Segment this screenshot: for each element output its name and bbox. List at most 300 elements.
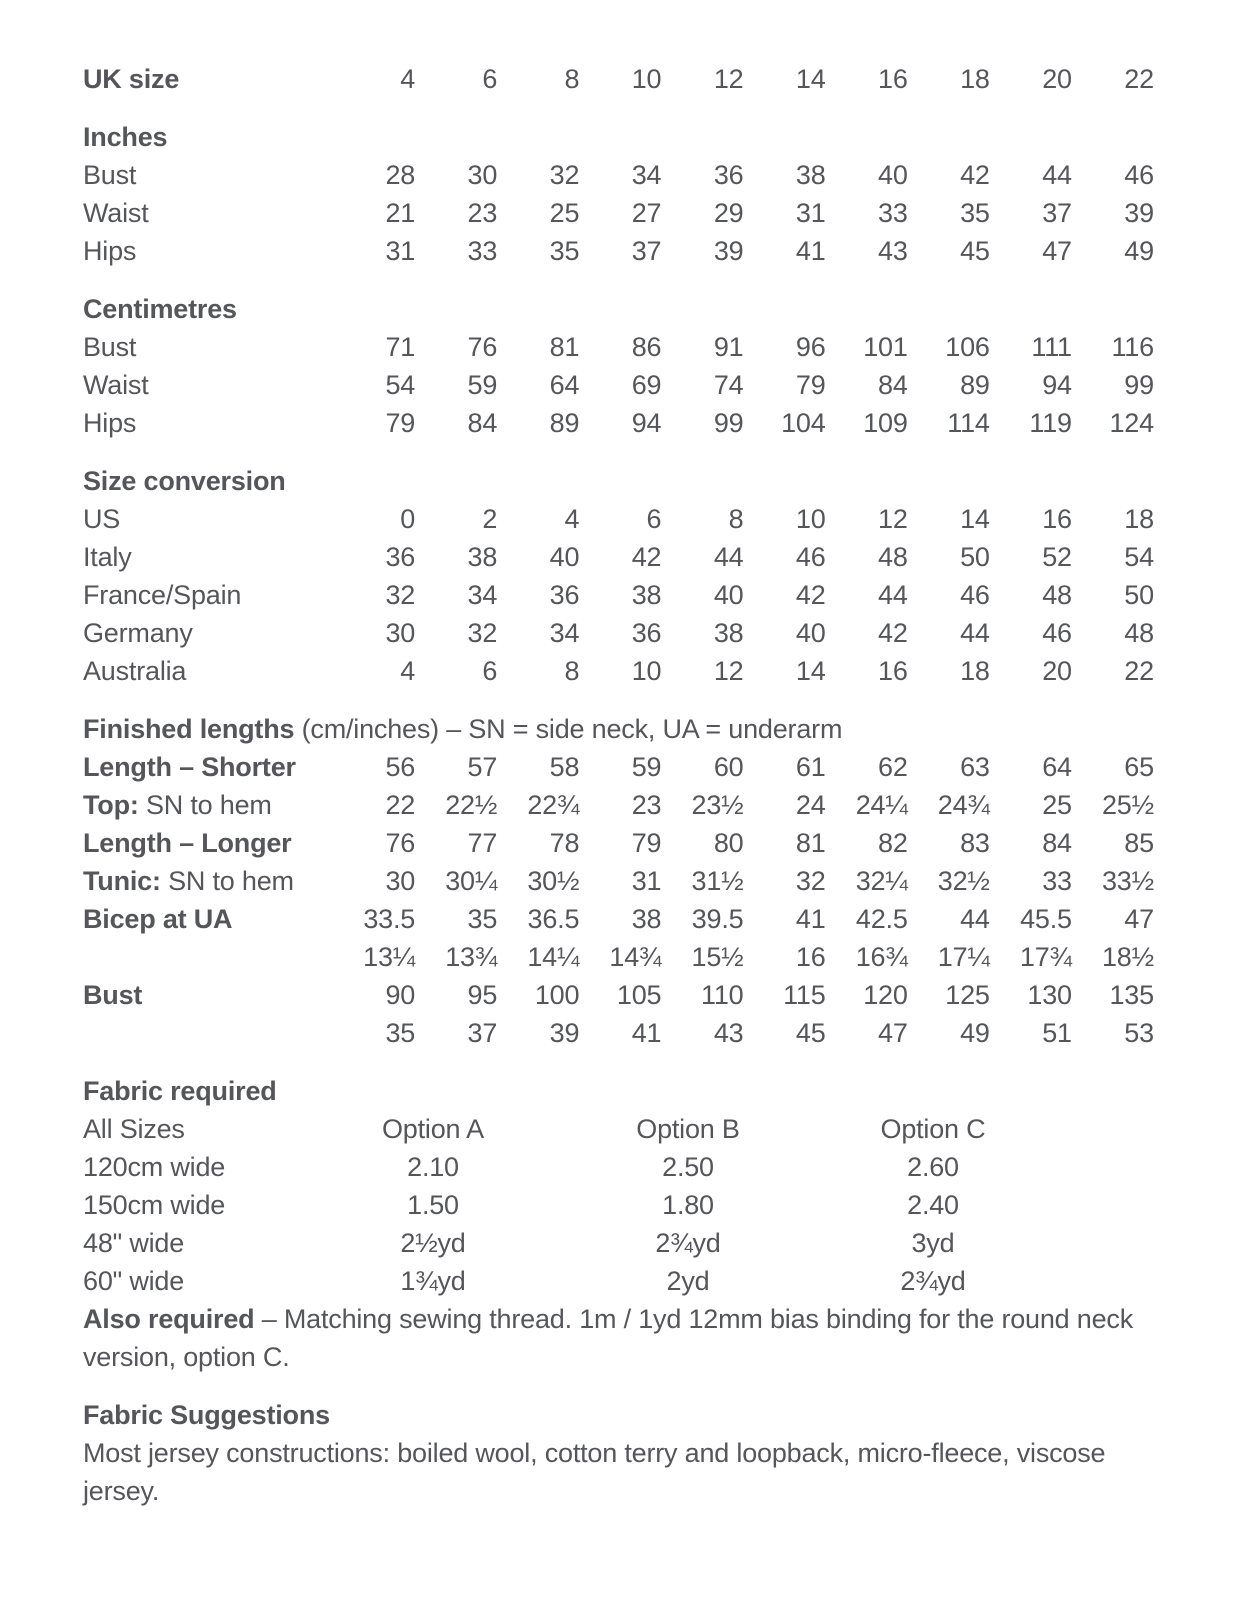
finished-lengths-title: Finished lengths [83, 714, 295, 744]
row-label: Top: [83, 790, 139, 820]
fabric-row [83, 1186, 1154, 1224]
row-values [333, 576, 1154, 614]
row-label: Bust [83, 332, 137, 362]
size-value: 64 [549, 370, 580, 400]
size-value: 30¼ [445, 866, 498, 896]
section-inches [83, 118, 1154, 270]
size-value: 14¾ [609, 942, 662, 972]
row-values [333, 156, 1154, 194]
size-value: 32 [795, 866, 826, 896]
size-value: 42 [878, 618, 908, 648]
size-value: 38 [713, 618, 744, 648]
row-values [333, 1014, 1154, 1052]
row-label: Italy [83, 542, 132, 572]
section-title-finished-lengths [83, 710, 1154, 748]
size-value: 64 [1042, 752, 1072, 782]
size-value: 106 [945, 332, 990, 362]
row-values [333, 652, 1154, 690]
size-value: 81 [795, 828, 826, 858]
size-value: 52 [1042, 542, 1072, 572]
fabric-value: 2.50 [662, 1152, 714, 1182]
size-value: 12 [878, 504, 908, 534]
size-value: 91 [713, 332, 744, 362]
size-value: 4 [400, 656, 416, 686]
fabric-value: 1¾yd [400, 1266, 466, 1296]
row-values [333, 938, 1154, 976]
row-label: Bust [83, 980, 143, 1010]
size-value: 22½ [445, 790, 498, 820]
fabric-row [83, 1224, 1154, 1262]
size-value: 74 [713, 370, 744, 400]
row-label: Tunic: [83, 866, 161, 896]
uk-size-values [333, 60, 1154, 98]
table-row [83, 1014, 1154, 1052]
size-value: 38 [631, 580, 662, 610]
also-required-label: Also required [83, 1304, 255, 1334]
fabric-value: 2¾yd [655, 1228, 721, 1258]
size-value: 37 [467, 1018, 498, 1048]
section-fabric-suggestions [83, 1396, 1154, 1510]
size-value: 23½ [691, 790, 744, 820]
size-value: 104 [781, 408, 826, 438]
size-value: 8 [728, 504, 744, 534]
size-value: 44 [1042, 160, 1072, 190]
row-label: US [83, 504, 121, 534]
size-value: 33 [467, 236, 498, 266]
size-value: 44 [713, 542, 744, 572]
size-value: 76 [467, 332, 498, 362]
size-value: 18½ [1101, 942, 1154, 972]
size-value: 42 [631, 542, 662, 572]
size-value: 42 [795, 580, 826, 610]
size-value: 36 [713, 160, 744, 190]
size-value: 22 [1124, 656, 1154, 686]
size-value: 30 [467, 160, 498, 190]
size-value: 20 [1042, 64, 1072, 94]
row-values [333, 786, 1154, 824]
size-value: 41 [631, 1018, 662, 1048]
size-value: 101 [863, 332, 908, 362]
fabric-header-label: All Sizes [83, 1114, 185, 1144]
size-value: 114 [947, 408, 990, 438]
size-value: 45.5 [1020, 904, 1072, 934]
table-row [83, 652, 1154, 690]
size-value: 6 [646, 504, 662, 534]
size-value: 8 [564, 656, 580, 686]
row-label: Hips [83, 236, 137, 266]
size-value: 17¾ [1019, 942, 1072, 972]
size-value: 47 [1124, 904, 1154, 934]
table-row [83, 824, 1154, 862]
size-value: 79 [631, 828, 662, 858]
size-value: 39 [1124, 198, 1154, 228]
fabric-row [83, 1148, 1154, 1186]
size-value: 23 [467, 198, 498, 228]
size-value: 14¼ [527, 942, 580, 972]
size-value: 41 [795, 904, 826, 934]
size-value: 35 [467, 904, 498, 934]
section-title-centimetres: Centimetres [83, 294, 237, 324]
table-row [83, 900, 1154, 938]
size-value: 85 [1124, 828, 1154, 858]
size-value: 56 [385, 752, 416, 782]
size-value: 6 [482, 656, 498, 686]
size-value: 81 [549, 332, 580, 362]
size-value: 16 [795, 942, 826, 972]
size-value: 54 [1124, 542, 1154, 572]
size-value: 130 [1027, 980, 1072, 1010]
size-value: 12 [713, 656, 744, 686]
size-value: 14 [795, 656, 826, 686]
size-value: 125 [945, 980, 990, 1010]
row-values [333, 328, 1154, 366]
row-values [333, 862, 1154, 900]
size-value: 45 [960, 236, 990, 266]
size-value: 14 [795, 64, 826, 94]
row-label: Germany [83, 618, 193, 648]
row-label: Length – Longer [83, 828, 292, 858]
fabric-value: 1.50 [407, 1190, 459, 1220]
size-value: 46 [795, 542, 826, 572]
size-value: 135 [1109, 980, 1154, 1010]
table-row [83, 938, 1154, 976]
size-value: 89 [960, 370, 990, 400]
size-value: 8 [564, 64, 580, 94]
option-c-header: Option C [880, 1114, 986, 1144]
table-row [83, 500, 1154, 538]
size-value: 65 [1124, 752, 1154, 782]
size-value: 115 [783, 980, 826, 1010]
size-value: 24 [795, 790, 826, 820]
table-row [83, 976, 1154, 1014]
size-value: 89 [549, 408, 580, 438]
size-value: 71 [385, 332, 416, 362]
size-value: 10 [631, 656, 662, 686]
size-value: 10 [795, 504, 826, 534]
size-value: 18 [960, 656, 990, 686]
size-value: 25 [1042, 790, 1072, 820]
size-value: 44 [878, 580, 908, 610]
table-row [83, 194, 1154, 232]
size-value: 16 [878, 656, 908, 686]
size-value: 49 [960, 1018, 990, 1048]
size-value: 69 [631, 370, 662, 400]
size-value: 49 [1124, 236, 1154, 266]
size-value: 96 [795, 332, 826, 362]
size-value: 30 [385, 618, 416, 648]
size-value: 35 [960, 198, 990, 228]
size-value: 33 [878, 198, 908, 228]
section-size-conversion [83, 462, 1154, 690]
row-label: Waist [83, 198, 149, 228]
option-b-header: Option B [636, 1114, 740, 1144]
size-value: 47 [1042, 236, 1072, 266]
size-value: 79 [795, 370, 826, 400]
option-a-header: Option A [382, 1114, 484, 1144]
row-label-suffix: SN to hem [138, 790, 272, 820]
size-value: 120 [863, 980, 908, 1010]
size-value: 32 [467, 618, 498, 648]
size-value: 39 [549, 1018, 580, 1048]
fabric-value: 2yd [666, 1266, 710, 1296]
size-value: 32¼ [855, 866, 908, 896]
table-row [83, 862, 1154, 900]
size-value: 21 [385, 198, 416, 228]
size-value: 36 [549, 580, 580, 610]
size-value: 46 [1124, 160, 1154, 190]
uk-size-label: UK size [83, 64, 180, 94]
row-values [333, 404, 1154, 442]
size-value: 27 [631, 198, 662, 228]
section-title-inches: Inches [83, 122, 168, 152]
size-value: 12 [713, 64, 744, 94]
size-value: 25½ [1101, 790, 1154, 820]
row-values [333, 614, 1154, 652]
row-values [333, 232, 1154, 270]
row-values [333, 194, 1154, 232]
size-value: 24¼ [855, 790, 908, 820]
size-value: 82 [878, 828, 908, 858]
size-value: 4 [400, 64, 416, 94]
size-value: 6 [482, 64, 498, 94]
size-value: 62 [878, 752, 908, 782]
size-value: 78 [549, 828, 580, 858]
table-row [83, 404, 1154, 442]
size-value: 46 [960, 580, 990, 610]
size-value: 47 [878, 1018, 908, 1048]
size-value: 76 [385, 828, 416, 858]
size-value: 38 [795, 160, 826, 190]
size-value: 33.5 [363, 904, 416, 934]
size-value: 31 [631, 866, 662, 896]
size-value: 36 [631, 618, 662, 648]
size-value: 59 [467, 370, 498, 400]
size-value: 48 [1042, 580, 1072, 610]
also-required-text: – Matching sewing thread. 1m / 1yd 12mm bias binding for the round neck version, option C. [83, 1304, 1134, 1372]
size-value: 45 [795, 1018, 826, 1048]
table-row [83, 156, 1154, 194]
size-value: 32 [385, 580, 416, 610]
section-title-fabric-suggestions: Fabric Suggestions [83, 1400, 330, 1430]
size-value: 77 [467, 828, 498, 858]
size-value: 17¼ [937, 942, 990, 972]
section-title-fabric-required: Fabric required [83, 1076, 277, 1106]
size-value: 34 [467, 580, 498, 610]
fabric-value: 2¾yd [900, 1266, 966, 1296]
size-value: 94 [631, 408, 662, 438]
size-value: 40 [795, 618, 826, 648]
size-value: 38 [467, 542, 498, 572]
size-value: 124 [1109, 408, 1154, 438]
size-value: 25 [549, 198, 580, 228]
size-value: 54 [385, 370, 416, 400]
table-row [83, 576, 1154, 614]
size-value: 57 [467, 752, 498, 782]
size-value: 39 [713, 236, 744, 266]
size-value: 63 [960, 752, 990, 782]
row-values [333, 500, 1154, 538]
size-value: 18 [960, 64, 990, 94]
section-title-size-conversion: Size conversion [83, 466, 286, 496]
size-value: 84 [1042, 828, 1072, 858]
size-value: 105 [616, 980, 662, 1010]
fabric-header-row [83, 1110, 1154, 1148]
size-value: 42 [960, 160, 990, 190]
size-value: 0 [400, 504, 416, 534]
fabric-value: 2.40 [907, 1190, 959, 1220]
fabric-row-label: 150cm wide [83, 1190, 226, 1220]
size-value: 35 [385, 1018, 416, 1048]
size-value: 35 [549, 236, 580, 266]
size-value: 84 [467, 408, 498, 438]
fabric-value: 2.10 [407, 1152, 459, 1182]
size-value: 15½ [691, 942, 744, 972]
fabric-row-label: 48" wide [83, 1228, 185, 1258]
size-value: 99 [1124, 370, 1154, 400]
size-value: 32 [549, 160, 580, 190]
size-value: 18 [1124, 504, 1154, 534]
fabric-row-label: 60" wide [83, 1266, 185, 1296]
fabric-suggestions-body: Most jersey constructions: boiled wool, cotton terry and loopback, micro-fleece, viscose jersey. [83, 1438, 1106, 1506]
size-value: 23 [631, 790, 662, 820]
table-row [83, 748, 1154, 786]
row-values [333, 538, 1154, 576]
size-value: 40 [713, 580, 744, 610]
row-label: Australia [83, 656, 187, 686]
fabric-value: 2½yd [400, 1228, 466, 1258]
size-value: 100 [534, 980, 580, 1010]
size-value: 2 [482, 504, 498, 534]
row-label: Length – Shorter [83, 752, 296, 782]
size-value: 33½ [1101, 866, 1154, 896]
size-value: 13¾ [445, 942, 498, 972]
size-value: 90 [385, 980, 416, 1010]
size-value: 33 [1042, 866, 1072, 896]
size-value: 10 [631, 64, 662, 94]
table-row [83, 614, 1154, 652]
size-value: 37 [631, 236, 662, 266]
size-value: 16 [878, 64, 908, 94]
size-value: 59 [631, 752, 662, 782]
size-value: 40 [549, 542, 580, 572]
size-value: 4 [564, 504, 580, 534]
size-value: 50 [960, 542, 990, 572]
row-label: Waist [83, 370, 149, 400]
size-value: 20 [1042, 656, 1072, 686]
size-value: 79 [385, 408, 416, 438]
size-value: 13¼ [363, 942, 416, 972]
size-value: 28 [385, 160, 416, 190]
size-value: 36 [385, 542, 416, 572]
also-required-note [83, 1300, 1154, 1376]
size-value: 44 [960, 618, 990, 648]
size-value: 42.5 [855, 904, 908, 934]
size-value: 119 [1029, 408, 1072, 438]
size-value: 31 [795, 198, 826, 228]
section-centimetres [83, 290, 1154, 442]
table-row [83, 538, 1154, 576]
finished-lengths-legend: (cm/inches) – SN = side neck, UA = underarm [294, 714, 843, 744]
size-value: 29 [713, 198, 744, 228]
table-row [83, 328, 1154, 366]
size-value: 83 [960, 828, 990, 858]
size-value: 53 [1124, 1018, 1154, 1048]
row-label: Bust [83, 160, 137, 190]
size-value: 31 [385, 236, 416, 266]
size-value: 43 [878, 236, 908, 266]
size-value: 22¾ [527, 790, 580, 820]
fabric-value: 3yd [911, 1228, 955, 1258]
size-value: 46 [1042, 618, 1072, 648]
row-label: Bicep at UA [83, 904, 233, 934]
size-value: 58 [549, 752, 580, 782]
size-value: 39.5 [691, 904, 744, 934]
row-values [333, 976, 1154, 1014]
size-value: 16¾ [855, 942, 908, 972]
size-value: 41 [795, 236, 826, 266]
size-value: 22 [385, 790, 416, 820]
fabric-value: 1.80 [662, 1190, 714, 1220]
size-value: 36.5 [527, 904, 580, 934]
size-value: 38 [631, 904, 662, 934]
size-value: 30 [385, 866, 416, 896]
size-value: 116 [1111, 332, 1154, 362]
row-label-suffix: SN to hem [160, 866, 294, 896]
fabric-value: 2.60 [907, 1152, 959, 1182]
row-values [333, 748, 1154, 786]
table-row [83, 786, 1154, 824]
size-value: 48 [1124, 618, 1154, 648]
size-value: 110 [701, 980, 744, 1010]
size-value: 14 [960, 504, 990, 534]
size-value: 37 [1042, 198, 1072, 228]
size-value: 40 [878, 160, 908, 190]
section-finished-lengths [83, 710, 1154, 1052]
size-value: 22 [1124, 64, 1154, 94]
row-label: France/Spain [83, 580, 242, 610]
size-value: 50 [1124, 580, 1154, 610]
size-value: 60 [713, 752, 744, 782]
size-value: 99 [713, 408, 744, 438]
size-value: 34 [631, 160, 662, 190]
size-value: 31½ [691, 866, 744, 896]
size-value: 43 [713, 1018, 744, 1048]
uk-size-row [83, 60, 1154, 98]
size-value: 94 [1042, 370, 1072, 400]
fabric-row-label: 120cm wide [83, 1152, 226, 1182]
fabric-row [83, 1262, 1154, 1300]
size-value: 44 [960, 904, 990, 934]
size-value: 95 [467, 980, 498, 1010]
row-values [333, 824, 1154, 862]
row-values [333, 900, 1154, 938]
section-fabric-required [83, 1072, 1154, 1300]
size-value: 80 [713, 828, 744, 858]
row-label: Hips [83, 408, 137, 438]
size-value: 109 [863, 408, 908, 438]
table-row [83, 366, 1154, 404]
size-value: 48 [878, 542, 908, 572]
table-row [83, 232, 1154, 270]
row-values [333, 366, 1154, 404]
size-value: 24¾ [937, 790, 990, 820]
size-value: 84 [878, 370, 908, 400]
size-value: 16 [1042, 504, 1072, 534]
size-value: 111 [1031, 332, 1072, 362]
size-value: 30½ [527, 866, 580, 896]
size-value: 34 [549, 618, 580, 648]
size-value: 61 [795, 752, 826, 782]
